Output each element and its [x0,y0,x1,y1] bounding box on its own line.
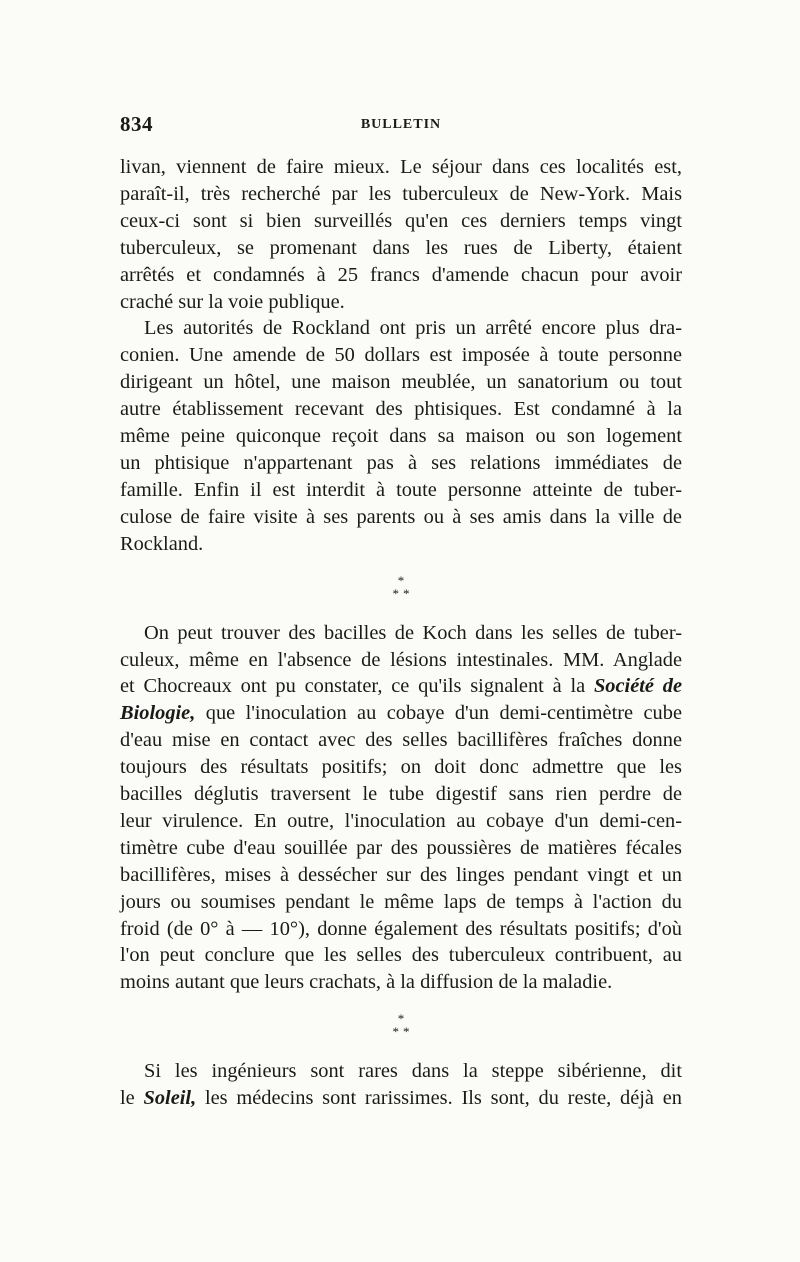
text-line: même peine quiconque reçoit dans sa maison ou son logement [120,425,682,448]
journal-name: Biologie, [120,702,196,725]
asterism-top: * [397,572,405,588]
paragraph-3 [120,620,682,997]
text-line: conien. Une amende de 50 dollars est imposée à toute personne [120,344,682,367]
text-line: timètre cube d'eau souillée par des poussières de matières fécales [120,836,682,859]
text-line: bacilles déglutis traversent le tube digestif sans rien perdre de [120,783,682,806]
text-line: Rockland. [120,532,204,555]
text-line: craché sur la voie publique. [120,290,345,313]
text-line: et Chocreaux ont pu constater, ce qu'ils signalent à la Société de [120,675,682,698]
text-line: froid (de 0° à — 10°), donne également des résultats positifs; d'où [120,917,682,940]
paragraph-2 [120,315,682,557]
text-line: culose de faire visite à ses parents ou à ses amis dans la ville de [120,505,682,528]
section-separator [120,558,682,608]
text-line: Si les ingénieurs sont rares dans la steppe sibérienne, dit [144,1060,682,1083]
section-separator [120,996,682,1046]
newspaper-name: Soleil, [143,1087,197,1110]
asterism-bottom: ** [392,585,414,601]
page-header [120,112,682,142]
text-line: Biologie, que l'inoculation au cobaye d'un demi-centimètre cube [120,702,682,725]
journal-name: Société de [593,675,682,698]
text-line: l'on peut conclure que les selles des tuberculeux contribuent, au [120,944,682,967]
text-line: toujours des résultats positifs; on doit donc admettre que les [120,756,682,779]
text-line: arrêtés et condamnés à 25 francs d'amende chacun pour avoir [120,263,682,286]
text-line: autre établissement recevant des phtisiques. Est condamné à la [120,398,682,421]
asterism-top: * [397,1011,405,1027]
text-line: le Soleil, les médecins sont rarissimes. Ils sont, du reste, déjà en [120,1087,682,1110]
text-line: paraît-il, très recherché par les tuberculeux de New-York. Mais [120,182,682,205]
text-line: tuberculeux, se promenant dans les rues de Liberty, étaient [120,236,682,259]
body-text [120,154,682,1112]
running-head: BULLETIN [360,117,442,132]
text-line: bacillifères, mises à dessécher sur des linges pendant vingt et un [120,863,682,886]
text-line: ceux-ci sont si bien surveillés qu'en ces derniers temps vingt [120,209,682,232]
paragraph-4 [120,1058,682,1112]
text-line: jours ou soumises pendant le même laps de temps à l'action du [120,890,682,913]
text-line: un phtisique n'appartenant pas à ses relations immédiates de [120,451,682,474]
text-line: dirigeant un hôtel, une maison meublée, un sanatorium ou tout [120,371,682,394]
text-line: livan, viennent de faire mieux. Le séjour dans ces localités est, [120,156,682,178]
paragraph-1 [120,154,682,315]
text-line: famille. Enfin il est interdit à toute personne atteinte de tuber- [120,478,682,501]
text-line: Les autorités de Rockland ont pris un arrêté encore plus dra- [144,317,682,340]
page [120,112,682,1112]
text-line: On peut trouver des bacilles de Koch dans les selles de tuber- [144,621,682,644]
text-line: d'eau mise en contact avec des selles bacillifères fraîches donne [120,729,682,752]
text-line: leur virulence. En outre, l'inoculation au cobaye d'un demi-cen- [120,809,682,832]
page-number: 834 [120,112,153,136]
asterism-bottom: ** [392,1024,414,1040]
text-line: culeux, même en l'absence de lésions intestinales. MM. Anglade [120,648,682,671]
text-line: moins autant que leurs crachats, à la diffusion de la maladie. [120,971,613,994]
